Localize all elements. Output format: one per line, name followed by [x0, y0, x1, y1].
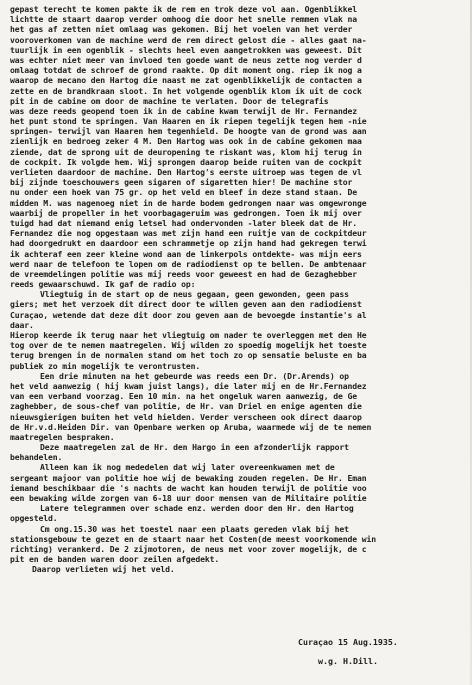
text-line: een bewaking wilde zorgen van 6-18 uur door mensen van de Militaire politie: [10, 493, 367, 503]
text-line: was deze reeds geopend toen ik in de cabine kwam terwijl de Hr. Fernandez: [10, 105, 357, 116]
text-line: Cm ong.15.30 was het toestel naar een plaats gereden vlak bij het: [40, 523, 349, 534]
text-line: midden M. was nagenoeg niet in de harde bodem gedrongen naar was omgewronge: [10, 197, 367, 208]
text-line: tuurlijk in een ogenblik - slechts heel even aangetrokken was geweest. Dit: [10, 44, 362, 55]
text-line: lichtte de staart daarop verder omhoog die door het snelle remmen vlak na: [10, 14, 357, 25]
signature-line: w.g. H.Dill.: [318, 656, 378, 666]
text-line: had doorgedrukt en daardoor een schrammetje op zijn hand had gekregen terwi: [10, 238, 367, 249]
text-line: publiek zo min mogelijk te verontrusten.: [10, 360, 201, 371]
text-line: giers; met het verzoek dit direct door te willen geven aan den radiodienst: [10, 299, 362, 310]
text-line: behandelen.: [10, 452, 63, 463]
text-line: sergeant majoor van politie hoe wij de bewaking zouden regelen. De Hr. Eman: [10, 472, 367, 483]
text-line: Alleen kan ik nog mededelen dat wij later overeenkwamen met de: [40, 462, 335, 473]
text-line: iemand beschikbaar die 's nachts de wacht kan houden terwijl de politie voo: [10, 482, 367, 493]
text-line: pit in de cabine om door de machine te verlaten. Door de telegrafis: [10, 95, 329, 106]
text-line: het punt stond te springen. Van Haaren en ik riepen tegelijk tegen hem -nie: [10, 116, 367, 127]
text-line: maatregelen bespraken.: [10, 431, 115, 442]
text-line: Curaçao, wetende dat deze dit door zou geven aan de bevoegde instantie's al: [10, 309, 367, 320]
text-line: het gas af zetten niet omlaag was gekomen. Bij het voelen van het verder: [10, 24, 353, 35]
text-line: het veld aanwezig ( hij kwam juist langs), die later mij en de Hr.Fernandez: [10, 380, 367, 391]
text-line: zaghebber, de sous-chef van politie, de Hr. van Driel en enige agenten die: [10, 401, 362, 412]
text-line: reeds gewaarschuwd. Ik gaf de radio op:: [10, 279, 196, 290]
text-line: daar.: [10, 319, 34, 330]
text-line: verlieten daardoor de machine. Den Hartog's eerste uitroep was tegen de vl: [10, 167, 362, 177]
text-line: van een verband voorzag. Een 10 min. na het ongeluk waren aanwezig, de Ge: [10, 391, 357, 402]
text-line: ik achteraf een zeer kleine wond aan de linkerpols ontdekte- was mijn eers: [10, 248, 362, 259]
text-line: Deze maatregelen zal de Hr. den Hargo in een afzonderlijk rapport: [40, 442, 349, 453]
text-line: de cockpit. Ik volgde hem. Wij sprongen daarop beide ruiten van de cockpit: [10, 156, 362, 167]
text-line: zienlijk en bedroeg zeker 4 M. Den Hartog was ook in de cabine gekomen maa: [10, 136, 362, 147]
date-line: Curaçao 15 Aug.1935.: [298, 637, 398, 647]
text-line: de Hr.v.d.Heiden Dir. van Openbare werken op Aruba, waarmede wij de te nemen: [10, 421, 372, 432]
text-line: richting) verankerd. De 2 zijmotoren, de neus met voor zover mogelijk, de c: [10, 543, 367, 554]
text-line: Latere telegrammen over schade enz. werden door den Hr. den Hartog: [40, 503, 354, 514]
text-line: omlaag totdat de schroef de grond raakte. Op dit moment ong. riep ik nog a: [10, 65, 362, 76]
text-line: waarop de mecano den Hartog die naast me zat ogenblikkelijk de contacten a: [10, 75, 362, 86]
text-line: springen- terwijl van Haaren hem tegenhield. De hoogte van de grond was aan: [10, 126, 367, 137]
text-line: Hierop keerde ik terug naar het vliegtuig om nader te overleggen met den He: [10, 330, 367, 340]
text-line: gepast terecht te komen pakte ik de rem en trok deze vol aan. Ogenblikkel: [10, 4, 357, 14]
text-line: Fernandez die nog opgestaan was met zijn hand een ruitje van de cockpitdeur: [10, 228, 367, 239]
text-line: tog over de te nemen maatregelen. Wij wilden zo spoedig mogelijk het toeste: [10, 340, 367, 351]
text-line: tuigd had dat niemand enig letsel had ondervonden -later bleek dat de Hr.: [10, 217, 357, 228]
text-line: waarbij de propeller in het voorbagageruim was gedrongen. Toen ik mij over: [10, 207, 362, 218]
text-line: Vliegtuig in de start op de neus gegaan, geen gewonden, geen pass: [40, 289, 349, 300]
text-line: zette en de brandkraan sloot. In het volgende ogenblik klom ik uit de cock: [10, 85, 362, 96]
text-line: was echter niet meer van invloed ten goede want de neus zette nog verder d: [10, 54, 362, 65]
text-line: Daarop verlieten wij het veld.: [32, 564, 175, 575]
text-line: ziende, dat de sprong uit de deuropening te riskant was, klom hij terug in: [10, 146, 362, 157]
text-line: de vreemdelingen politie was mij reeds voor geweest en had de Gezaghebber: [10, 268, 357, 279]
text-line: pit en de banden waren door zeilen afgedekt.: [10, 554, 220, 565]
text-line: nu onder een hoek van 75 gr. op het veld en bleef in deze stand staan. De: [10, 187, 357, 198]
text-line: opgesteld.: [10, 513, 58, 524]
text-line: Een drie minuten na het gebeurde was reeds een Dr. (Dr.Arends) op: [40, 370, 349, 381]
text-line: werd naar de telefoon te lopen om de radiodienst op te bellen. De ambtenaar: [10, 258, 367, 269]
text-line: terug brengen in de normalen stand om het toch zo op sensatie beluste en ba: [10, 350, 367, 361]
text-line: stationsgebouw te gezet en de staart naar het Costen(de meest voorkomende win: [10, 533, 376, 544]
text-line: vooroverkomen van de machine werd de rem direct gelost die - alles gaat na-: [10, 34, 367, 45]
text-line: nieuwsgierigen buiten het veld hielden. Verder verscheen ook direct daarop: [10, 411, 362, 422]
text-line: bij zijnde toeschouwers geen sigaren of sigaretten hier! De machine stor: [10, 177, 353, 188]
